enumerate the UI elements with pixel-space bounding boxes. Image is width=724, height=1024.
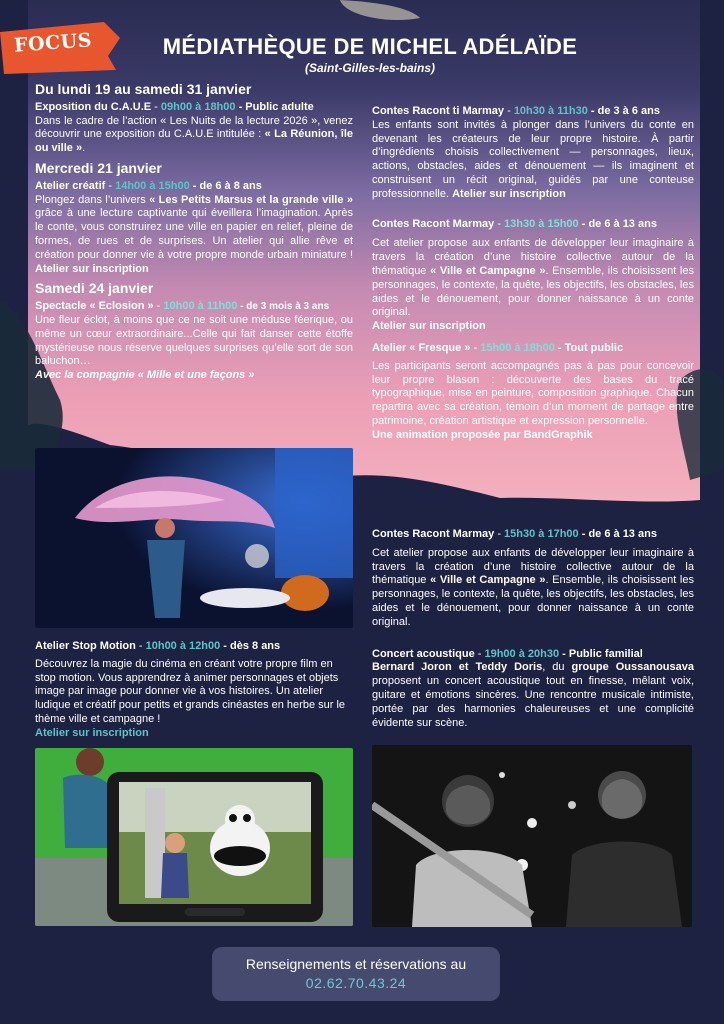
event-text: Plongez dans l’univers [35, 193, 150, 206]
date-heading: Mercredi 21 janvier [35, 159, 162, 176]
event-text: Les enfants sont invités à plonger dans l’univers du conte en devenant les créateurs de leur propre histoire. À partir d’ingrédients choisis collectivement — personnages, lieux, actions, obstacles, aides et dénouement — ils imaginent et construisent un récit original, guidés par une conteuse professionnelle. [372, 118, 694, 200]
event-text: Cet atelier propose aux enfants de développer leur imaginaire à travers la création d’une histoire collective autour de la thématique [372, 237, 694, 277]
event-name: Contes Racont ti Marmay [372, 105, 505, 117]
event-time: 15h00 à 18h00 [480, 341, 555, 354]
event-name: Spectacle « Eclosion » [35, 300, 154, 313]
company-prefix: Avec la compagnie « [35, 369, 147, 382]
event-highlight: « Ville et Campagne » [430, 264, 546, 277]
event-description: Découvrez la magie du cinéma en créant votre propre film en stop motion. Vous apprendrez à animer personnages et objets image par image pour donner vie à vos histoires. Un atelier ludique et créatif pour petits et grands cinéastes en herbe sur le thème ville et campagne ! [35, 657, 346, 725]
contact-box [212, 947, 500, 1001]
focus-badge [0, 22, 126, 74]
event-separator: - [474, 647, 485, 660]
event-separator: - [135, 640, 146, 652]
registration-link[interactable]: Atelier sur inscription [452, 187, 566, 200]
event-separator: - [470, 341, 481, 354]
concert-photo-image [372, 745, 692, 927]
event-name: Atelier créatif [35, 179, 106, 192]
left-column-middle [35, 640, 355, 741]
event-description [372, 237, 694, 320]
event-title-line [35, 101, 353, 115]
event-description [372, 547, 694, 630]
event-text: Dans le cadre de l’action « Les Nuits de la lecture 2026 », venez découvrir une exposition du C.A.U.E intitulée : [35, 114, 353, 141]
event-audience: - de 3 mois à 3 ans [237, 301, 330, 313]
event-separator: - [105, 179, 116, 192]
event-highlight: « Ville et Campagne » [430, 574, 546, 587]
page-subtitle: (Saint-Gilles-les-bains) [304, 61, 436, 75]
event-title-line [372, 528, 694, 542]
event-title-line [372, 342, 694, 356]
company-credit [35, 369, 353, 383]
event-time: 10h00 à 11h00 [163, 300, 238, 313]
animation-credit: Une animation proposée par BandGraphik [372, 428, 593, 441]
event-name: Contes Racont Marmay [372, 217, 495, 230]
event-time: 13h30 à 15h00 [504, 217, 579, 230]
event-audience: - dès 8 ans [220, 640, 281, 652]
event-name: Exposition du C.A.U.E [35, 100, 152, 113]
artists-names: Bernard Joron et Teddy Doris [372, 661, 543, 674]
event-time: 19h00 à 20h30 [484, 647, 560, 660]
event-time: 14h00 à 15h00 [115, 179, 190, 192]
event-text: . Ensemble, ils choisissent les personnages, le contexte, la quête, les objectifs, les obstacles, les aides et le dénouement, pour donner naissance à un conte original. [372, 264, 694, 319]
show-photo [35, 448, 353, 628]
phone-number[interactable]: 02.62.70.43.24 [305, 975, 407, 991]
event-description: Une fleur éclot, à moins que ce ne soit une méduse féerique, ou même un cœur extraordinaire...Celle qui fait danser cette étoffe mystérieuse nous réserve quelques surprises qu’elle sort de son baluchon… [35, 313, 353, 368]
stop-motion-photo-image [35, 748, 353, 926]
registration-link[interactable]: Atelier sur inscription [372, 320, 486, 333]
event-name: Atelier « Fresque » [372, 341, 471, 354]
event-title-line [372, 105, 694, 119]
concert-photo [372, 745, 692, 927]
date-heading: Samedi 24 janvier [35, 280, 154, 297]
event-time: 10h00 à 12h00 [145, 640, 221, 652]
event-time: 09h00 à 18h00 [160, 100, 236, 113]
right-column-middle [372, 528, 694, 730]
event-time: 10h30 à 11h30 [513, 105, 588, 117]
event-separator: - [153, 300, 164, 313]
event-audience: - de 6 à 13 ans [578, 528, 657, 540]
date-heading: Du lundi 19 au samedi 31 janvier [35, 81, 252, 97]
group-name: groupe Oussanousava [571, 661, 694, 674]
event-highlight: « Les Petits Marsus et la grande ville » [149, 193, 353, 206]
event-name: Contes Racont Marmay [372, 528, 495, 540]
event-title-line [372, 648, 694, 662]
registration-link[interactable]: Atelier sur inscription [35, 262, 149, 275]
event-highlight: « La Réunion, île ou ville » [35, 128, 353, 155]
contact-label: Renseignements et réservations au [245, 956, 467, 972]
event-title-line [35, 180, 353, 194]
event-audience: - Public adulte [235, 100, 314, 113]
registration-link[interactable]: Atelier sur inscription [35, 726, 149, 739]
show-photo-image [35, 448, 353, 628]
event-separator: - [151, 100, 161, 113]
event-text: , du [542, 661, 572, 674]
event-description: Les participants seront accompagnés pas à pas pour concevoir leur propre blason : découverte des bases du tracé typographique, mise en peinture, composition graphique. Chacun repartira avec sa création, témoin d’un moment de partage entre patrimoine, création artistique et expression personnelle. [372, 359, 694, 427]
event-audience: - Public familial [559, 647, 643, 660]
event-separator: - [494, 528, 505, 540]
event-text: grâce à une lecture captivante qui éveillera l’imagination. Après le conte, vous construirez une ville en papier en relief, pleine de formes, de rues et de surprises. Un atelier qui allie rêve et création pour donner vie à votre propre monde urbain miniature ! [35, 207, 353, 261]
company-name: Mille et une façons [146, 369, 246, 382]
right-column-top [372, 105, 694, 443]
focus-badge-label: FOCUS [13, 29, 93, 57]
event-title-line [372, 218, 694, 232]
page-title: MÉDIATHÈQUE DE MICHEL ADÉLAÏDE [162, 34, 578, 59]
event-text-end: . [82, 142, 86, 155]
stop-motion-photo [35, 748, 353, 926]
event-audience: - Tout public [554, 341, 624, 354]
event-time: 15h30 à 17h00 [504, 528, 579, 540]
event-audience: - de 6 à 13 ans [578, 217, 657, 230]
left-column-top [35, 83, 353, 383]
event-name: Atelier Stop Motion [35, 640, 136, 652]
event-audience: - de 6 à 8 ans [189, 179, 262, 192]
event-text: . Ensemble, ils choisissent les personnages, le contexte, la quête, les objectifs, les obstacles, les aides et le dénouement, pour donner naissance à un conte original. [372, 574, 694, 628]
event-audience: - de 3 à 6 ans [587, 105, 660, 117]
event-separator: - [494, 217, 505, 230]
company-suffix: » [245, 369, 255, 382]
event-text: Cet atelier propose aux enfants de développer leur imaginaire à travers la création d’une histoire collective autour de la thématique [372, 546, 694, 587]
event-description [372, 119, 694, 202]
event-description [35, 194, 353, 277]
event-description [372, 661, 694, 730]
event-description [35, 115, 353, 156]
event-separator: - [504, 105, 514, 117]
event-title-line [35, 300, 353, 314]
event-text: proposent un concert acoustique tout en finesse, mêlant voix, guitare et émotions sincères. Une rencontre musicale intimiste, portée par des harmonies chaleureuses et une complicité évidente sur scène. [372, 675, 694, 729]
event-name: Concert acoustique [372, 647, 475, 660]
event-title-line [35, 640, 355, 654]
